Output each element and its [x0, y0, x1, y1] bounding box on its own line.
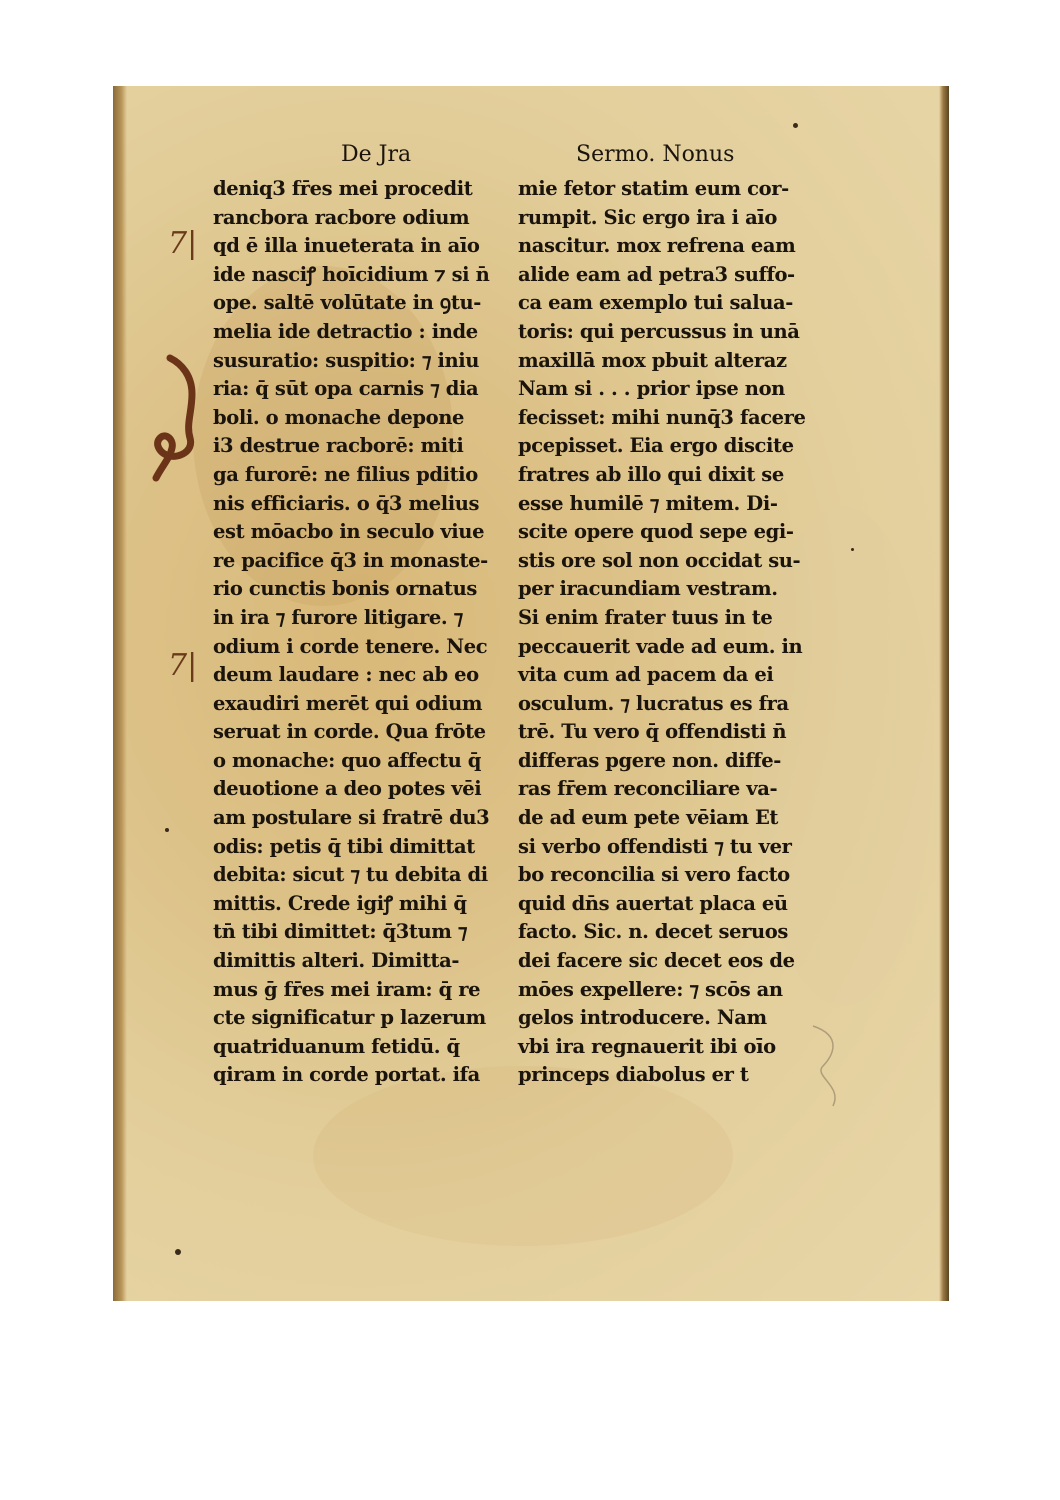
text-line: fecisset: mihi nunq̄3 facere	[518, 405, 806, 429]
text-line: peccauerit vade ad eum. in	[518, 634, 803, 658]
text-line: i3 destrue racborē: miti	[213, 434, 464, 458]
text-line: odium i corde tenere. Nec	[213, 634, 488, 658]
text-line: deum laudare : nec ab eo	[213, 663, 479, 687]
text-line: vita cum ad pacem da ei	[518, 663, 774, 687]
right-column	[518, 141, 823, 1090]
text-line: odis: petis q̄ tibi dimittat	[213, 834, 475, 858]
text-line: stis ore sol non occidat su-	[518, 548, 801, 572]
marginal-note-upper: 7|	[168, 226, 198, 261]
text-line: re pacifice q̄3 in monaste-	[213, 548, 488, 572]
text-line: esse humilē ⁊ mitem. Di-	[518, 491, 778, 515]
text-line: tn̄ tibi dimittet: q̄3tum ⁊	[213, 920, 468, 944]
text-line: maxillā mox pbuit alteraz	[518, 348, 787, 372]
text-line: qiram in corde portat. ifa	[213, 1063, 480, 1087]
text-line: ide nasciꝭ hoīcidium ⁊ si n̄	[213, 262, 490, 286]
text-line: qd ē illa inueterata in aīo	[213, 234, 480, 258]
text-line: ria: q̄ sūt opa carnis ⁊ dia	[213, 377, 479, 401]
running-head-right: Sermo. Nonus	[576, 142, 735, 167]
speck	[175, 1249, 181, 1255]
text-line: dei facere sic decet eos de	[518, 949, 795, 973]
text-line: ga furorē: ne filius pditio	[213, 462, 478, 486]
text-line: susuratio: suspitio: ⁊ iniu	[213, 348, 480, 372]
left-column	[213, 141, 518, 1090]
text-line: pcepisset. Eia ergo discite	[518, 434, 794, 458]
text-line: nis efficiaris. o q̄3 melius	[213, 491, 480, 515]
speck	[851, 548, 854, 551]
text-line: melia ide detractio : inde	[213, 319, 478, 343]
right-margin-flourish	[803, 1016, 863, 1116]
text-line: bo reconcilia si vero facto	[518, 863, 790, 887]
text-line: mittis. Crede igiꝭ mihi q̄	[213, 891, 467, 915]
text-line: ras fr̄em reconciliare va-	[518, 777, 778, 801]
text-line: rumpit. Sic ergo ira i aīo	[518, 205, 777, 229]
text-line: mus ḡ fr̄es mei iram: q̄ re	[213, 977, 481, 1001]
text-line: seruat in corde. Qua frōte	[213, 720, 486, 744]
text-line: alide eam ad petra3 suffo-	[518, 262, 795, 286]
text-line: trē. Tu vero q̄ offendisti n̄	[518, 720, 787, 744]
text-line: quid dn̄s auertat placa eū	[518, 891, 788, 915]
text-line: boli. o monache depone	[213, 405, 464, 429]
text-line: mōes expellere: ⁊ scōs an	[518, 977, 783, 1001]
text-line: deuotione a deo potes vēi	[213, 777, 482, 801]
text-line: am postulare si fratrē du3	[213, 806, 490, 830]
text-line: rio cunctis bonis ornatus	[213, 577, 478, 601]
speck	[165, 828, 169, 832]
text-line: rancbora racbore odium	[213, 205, 470, 229]
text-line: si verbo offendisti ⁊ tu ver	[518, 834, 792, 858]
text-line: ope. saltē volūtate in ꝯtu-	[213, 291, 481, 315]
text-line: Nam si . . . prior ipse non	[518, 377, 785, 401]
text-line: fratres ab illo qui dixit se	[518, 462, 784, 486]
brown-bracket-mark	[148, 354, 208, 484]
text-line: princeps diabolus er t	[518, 1063, 749, 1087]
text-line: o monache: quo affectu q̄	[213, 748, 481, 772]
text-line: exaudiri merēt qui odium	[213, 691, 483, 715]
text-line: dimittis alteri. Dimitta-	[213, 949, 460, 973]
text-line: per iracundiam vestram.	[518, 577, 778, 601]
text-line: mie fetor statim eum cor-	[518, 177, 789, 200]
stain-lower	[313, 1066, 733, 1246]
text-line: gelos introducere. Nam	[518, 1006, 767, 1030]
text-line: de ad eum pete vēiam Et	[518, 806, 779, 830]
text-line: est mōacbo in seculo viue	[213, 520, 485, 544]
text-line: quatriduanum fetidū. q̄	[213, 1034, 460, 1058]
manuscript-page	[113, 86, 949, 1301]
running-head-left: De Jra	[341, 142, 412, 167]
text-line: vbi ira regnauerit ibi oīo	[518, 1034, 776, 1058]
text-line: cte significatur p lazerum	[213, 1006, 486, 1030]
text-line: toris: qui percussus in unā	[518, 319, 800, 343]
text-line: differas pgere non. diffe-	[518, 748, 781, 772]
marginal-note-lower: 7|	[168, 648, 198, 683]
speck	[793, 123, 798, 128]
text-line: deniq3 fr̄es mei procedit	[213, 177, 473, 200]
text-line: facto. Sic. n. decet seruos	[518, 920, 788, 944]
text-line: in ira ⁊ furore litigare. ⁊	[213, 605, 463, 629]
text-line: ca eam exemplo tui salua-	[518, 291, 793, 315]
text-line: nascitur. mox refrena eam	[518, 234, 796, 258]
text-line: debita: sicut ⁊ tu debita di	[213, 863, 488, 887]
text-line: Si enim frater tuus in te	[518, 605, 773, 629]
text-line: osculum. ⁊ lucratus es fra	[518, 691, 789, 715]
text-line: scite opere quod sepe egi-	[518, 520, 794, 544]
